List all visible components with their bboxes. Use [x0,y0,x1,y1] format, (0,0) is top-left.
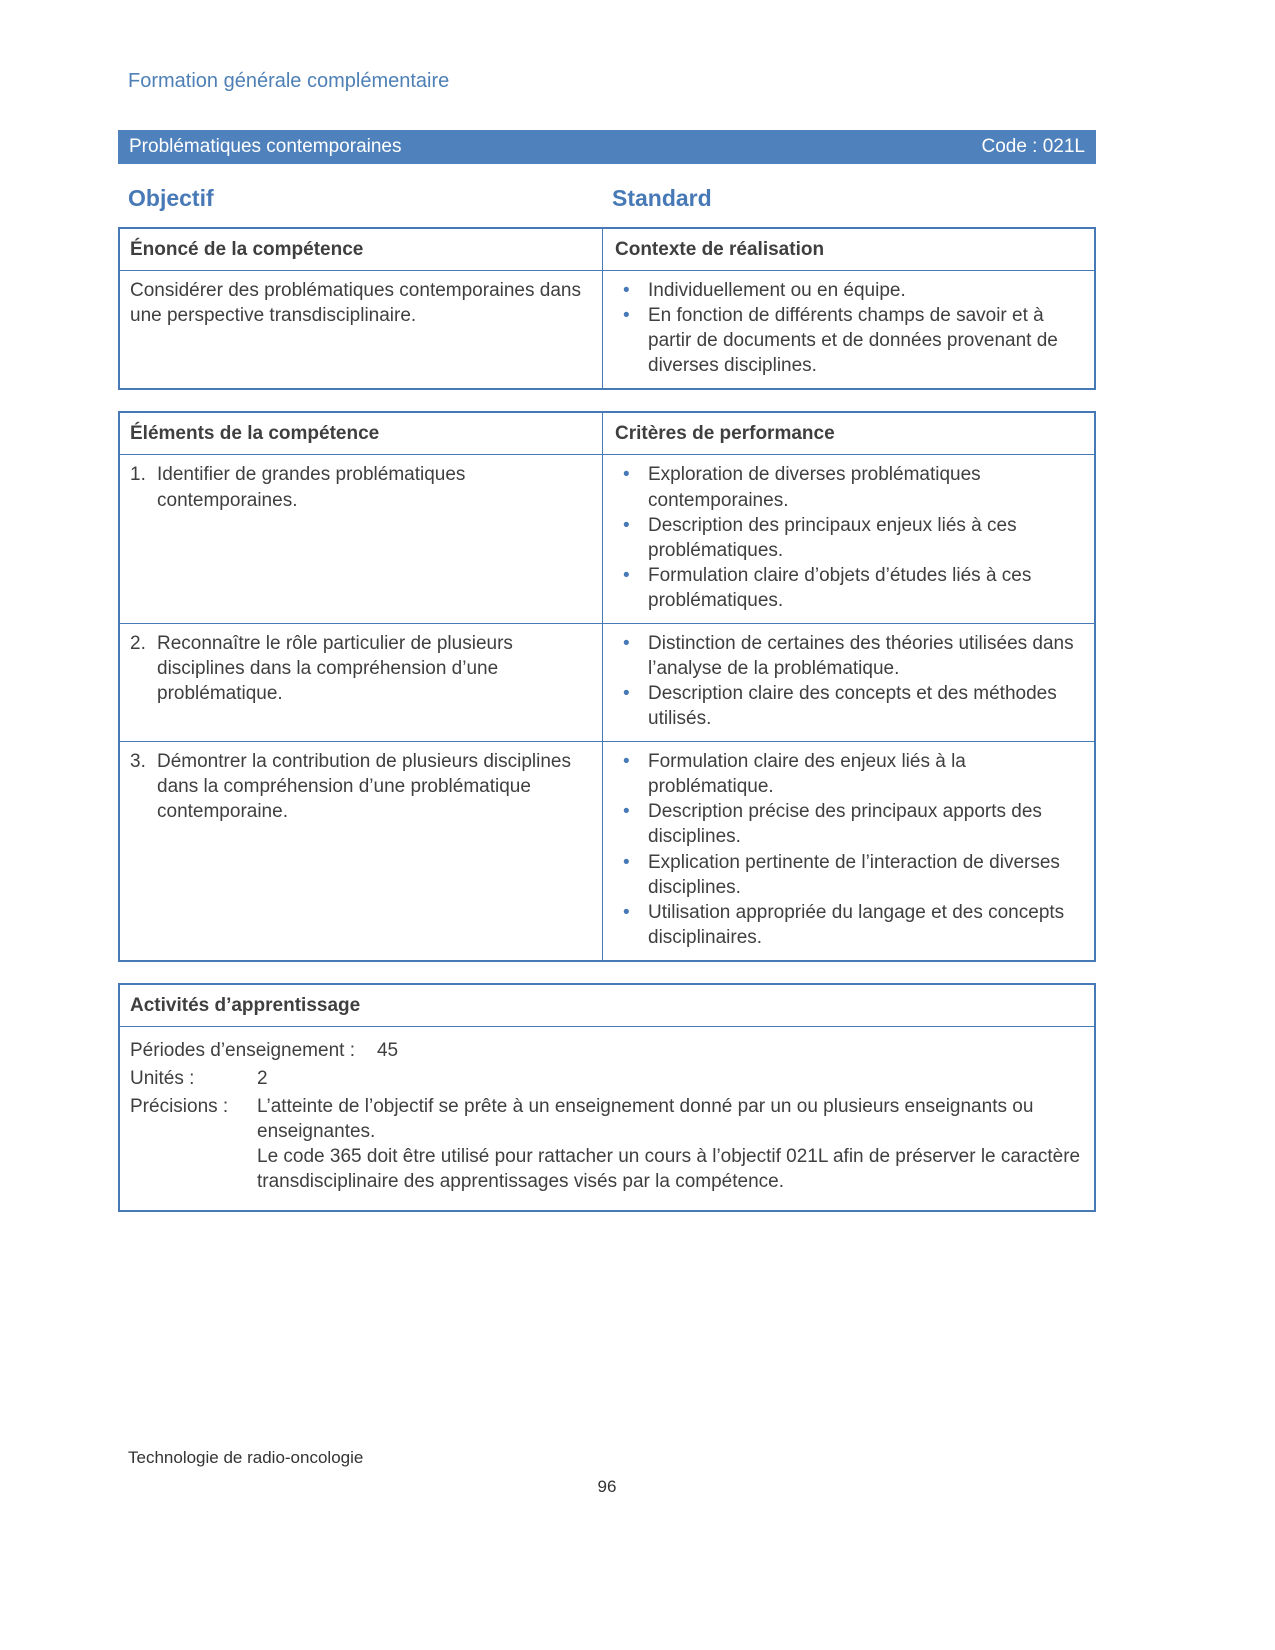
section-label: Formation générale complémentaire [128,70,450,92]
element-cell [120,455,602,622]
competence-table-body-row [120,270,1094,388]
critere-item: • Exploration de diverses problématiques contemporaines. [603,462,1084,512]
criteres-header: Critères de performance [602,413,1094,454]
contexte-bullet-item: • En fonction de différents champs de savoir et à partir de documents et de données provenant de diverses disciplines. [603,303,1084,378]
criteres-bullet-list [603,749,1084,950]
critere-item: • Explication pertinente de l’interaction de diverses disciplines. [603,850,1084,900]
standard-heading: Standard [612,185,712,211]
critere-item: • Description claire des concepts et des méthodes utilisés. [603,681,1084,731]
element-row-3 [120,741,1094,960]
critere-item: • Formulation claire des enjeux liés à la problématique. [603,749,1084,799]
unites-row [130,1066,1084,1091]
precisions-row [130,1094,1084,1194]
activities-body [120,1027,1094,1210]
element-text: Identifier de grandes problématiques contemporaines. [157,464,466,511]
competence-table-header-row [120,229,1094,270]
periodes-row [130,1038,1084,1063]
critere-item: • Description des principaux enjeux liés à ces problématiques. [603,513,1084,563]
criteres-bullet-list [603,462,1084,612]
element-cell [120,624,602,741]
enonce-header: Énoncé de la compétence [130,239,364,260]
contexte-bullet-item: • Individuellement ou en équipe. [603,278,1084,303]
element-number: 2. [130,632,146,654]
critere-item: • Distinction de certaines des théories utilisées dans l’analyse de la problématique. [603,631,1084,681]
title-bar [118,130,1096,164]
element-row-1 [120,454,1094,622]
periodes-label: Périodes d’enseignement : [130,1039,355,1061]
criteres-bullet-list [603,631,1084,731]
critere-item: • Formulation claire d’objets d’études liés à ces problématiques. [603,563,1084,613]
element-text: Reconnaître le rôle particulier de plusieurs disciplines dans la compréhension d’une problématique. [157,632,513,705]
contexte-bullet-list [603,278,1084,378]
periodes-value: 45 [376,1039,399,1061]
element-row-2 [120,623,1094,741]
contexte-cell [602,271,1094,388]
page-number: 96 [597,1477,617,1496]
objectif-heading: Objectif [128,185,214,211]
enonce-cell [120,271,602,388]
contexte-header: Contexte de réalisation [602,229,1094,270]
criteres-cell [602,455,1094,622]
critere-item: • Utilisation appropriée du langage et des concepts disciplinaires. [603,900,1084,950]
criteres-cell [602,742,1094,960]
element-text: Démontrer la contribution de plusieurs disciplines dans la compréhension d’une problématique contemporaine. [157,751,571,823]
element-cell [120,742,602,960]
elements-table-header-row [120,413,1094,454]
elements-table [118,411,1096,961]
element-numbered-item [130,631,592,706]
activities-box [118,983,1096,1213]
page-content [118,0,1096,1233]
element-numbered-item [130,749,592,824]
precisions-label: Précisions : [130,1096,229,1118]
footer-program-name: Technologie de radio-oncologie [128,1448,364,1467]
column-headings [118,185,1096,212]
precisions-line: Le code 365 doit être utilisé pour rattacher un cours à l’objectif 021L afin de préserver le caractère transdisciplinaire des apprentissages visés par la compétence. [257,1146,1081,1193]
criteres-cell [602,624,1094,741]
element-numbered-item [130,462,592,512]
element-number: 3. [130,751,146,773]
element-number: 1. [130,464,146,486]
precisions-text [257,1094,1084,1194]
activities-header: Activités d’apprentissage [120,985,1094,1027]
unites-label: Unités : [130,1068,195,1090]
critere-item: • Description précise des principaux apports des disciplines. [603,799,1084,849]
unites-value: 2 [257,1068,268,1090]
precisions-line: L’atteinte de l’objectif se prête à un enseignement donné par un ou plusieurs enseignants ou enseignantes. [257,1096,1034,1143]
title-bar-title: Problématiques contemporaines [129,136,402,157]
title-bar-code: Code : 021L [981,136,1085,157]
enonce-text: Considérer des problématiques contemporaines dans une perspective transdisciplinaire. [130,280,581,327]
elements-header: Éléments de la compétence [130,423,380,445]
competence-table [118,227,1096,390]
